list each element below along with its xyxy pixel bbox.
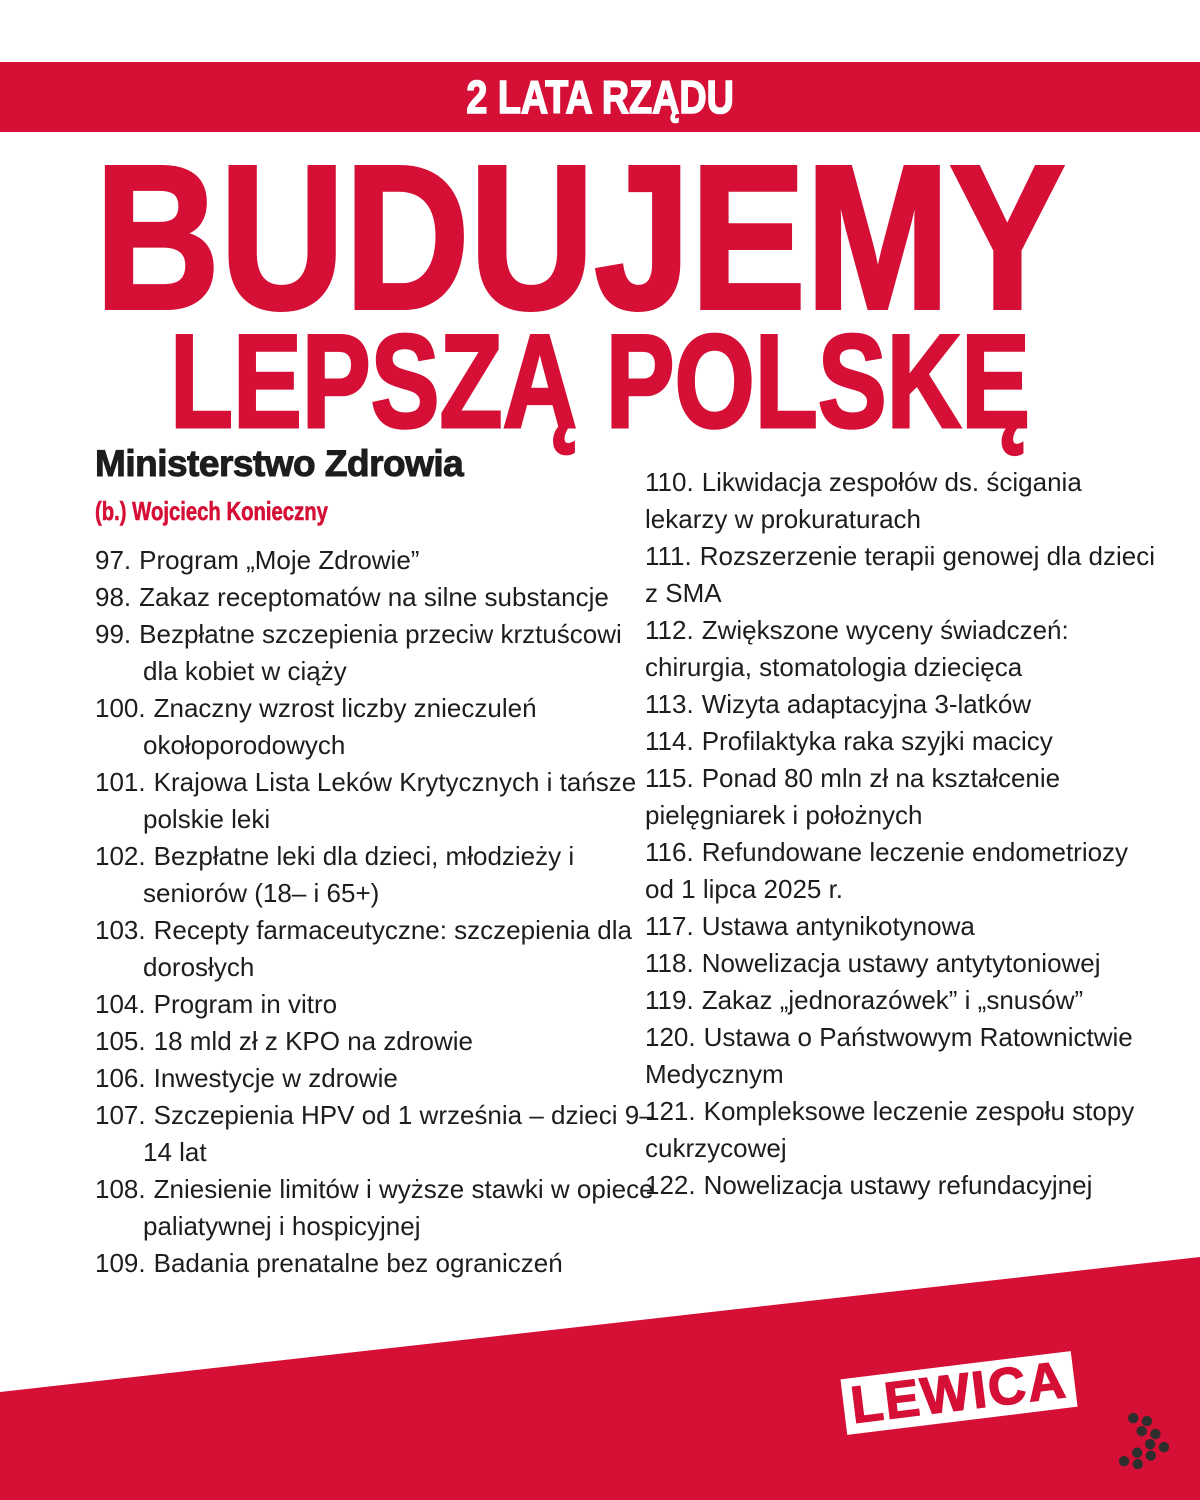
- banner-label: 2 LATA RZĄDU: [466, 71, 734, 123]
- item-text: Refundowane leczenie endometriozy od 1 lipca 2025 r.: [645, 837, 1129, 904]
- ministry-heading: Ministerstwo Zdrowia: [95, 443, 464, 484]
- item-text: Ustawa antynikotynowa: [701, 911, 975, 941]
- item-number: 107.: [95, 1100, 146, 1130]
- list-item: [645, 686, 1157, 723]
- list-item: [95, 1097, 655, 1171]
- list-item: [95, 690, 655, 764]
- item-text: Nowelizacja ustawy antytytoniowej: [701, 948, 1101, 978]
- list-item: [95, 542, 655, 579]
- list-item: [645, 612, 1157, 686]
- list-item: [645, 834, 1157, 908]
- top-banner: [0, 62, 1200, 132]
- list-item: [645, 982, 1157, 1019]
- list-item: [95, 1245, 655, 1282]
- item-text: Bezpłatne szczepienia przeciw krztuścowi dla kobiet w ciąży: [139, 619, 622, 686]
- item-text: Badania prenatalne bez ograniczeń: [153, 1248, 563, 1278]
- item-text: Wizyta adaptacyjna 3-latków: [701, 689, 1032, 719]
- item-number: 98.: [95, 582, 132, 612]
- list-item: [95, 1023, 655, 1060]
- list-item: [645, 1167, 1157, 1204]
- item-text: Zakaz receptomatów na silne substancje: [139, 582, 609, 612]
- list-item: [645, 760, 1157, 834]
- item-number: 117.: [645, 911, 694, 941]
- item-text: Bezpłatne leki dla dzieci, młodzieży i seniorów (18– i 65+): [143, 841, 575, 908]
- item-number: 115.: [645, 763, 694, 793]
- item-number: 122.: [645, 1170, 696, 1200]
- list-item: [95, 986, 655, 1023]
- lewica-logo-label: LEWICA: [847, 1350, 1071, 1436]
- item-number: 108.: [95, 1174, 146, 1204]
- list-item: [645, 945, 1157, 982]
- list-item: [645, 1093, 1157, 1167]
- item-text: Zniesienie limitów i wyższe stawki w opiece paliatywnej i hospicyjnej: [143, 1174, 654, 1241]
- item-text: Program in vitro: [153, 989, 338, 1019]
- item-text: Inwestycje w zdrowie: [153, 1063, 398, 1093]
- item-text: Likwidacja zespołów ds. ścigania lekarzy w prokuraturach: [645, 467, 1082, 534]
- item-number: 116.: [645, 837, 694, 867]
- item-text: Rozszerzenie terapii genowej dla dzieci z SMA: [645, 541, 1155, 608]
- item-number: 104.: [95, 989, 146, 1019]
- list-item: [645, 538, 1157, 612]
- list-item: [95, 1060, 655, 1097]
- item-number: 111.: [645, 541, 692, 571]
- item-number: 109.: [95, 1248, 146, 1278]
- item-text: Program „Moje Zdrowie”: [139, 545, 420, 575]
- item-text: 18 mld zł z KPO na zdrowie: [153, 1026, 473, 1056]
- achievements-list-left: [95, 542, 655, 1282]
- item-number: 112.: [645, 615, 694, 645]
- item-text: Nowelizacja ustawy refundacyjnej: [703, 1170, 1093, 1200]
- item-number: 102.: [95, 841, 146, 871]
- item-number: 110.: [645, 467, 694, 497]
- list-item: [645, 723, 1157, 760]
- poster-title: [0, 148, 1200, 468]
- item-text: Ponad 80 mln zł na kształcenie pielęgniarek i położnych: [645, 763, 1061, 830]
- item-number: 101.: [95, 767, 146, 797]
- item-text: Kompleksowe leczenie zespołu stopy cukrzycowej: [645, 1096, 1135, 1163]
- list-item: [645, 1019, 1157, 1093]
- item-number: 121.: [645, 1096, 696, 1126]
- item-number: 118.: [645, 948, 694, 978]
- item-text: Recepty farmaceutyczne: szczepienia dla dorosłych: [143, 915, 632, 982]
- list-item: [95, 1171, 655, 1245]
- list-item: [645, 464, 1157, 538]
- item-text: Zwiększone wyceny świadczeń: chirurgia, stomatologia dziecięca: [645, 615, 1069, 682]
- item-text: Profilaktyka raka szyjki macicy: [701, 726, 1053, 756]
- title-line-1: BUDUJEMY: [95, 148, 1065, 352]
- item-text: Znaczny wzrost liczby znieczuleń okołoporodowych: [143, 693, 537, 760]
- item-number: 97.: [95, 545, 132, 575]
- list-item: [95, 912, 655, 986]
- item-number: 114.: [645, 726, 694, 756]
- item-number: 120.: [645, 1022, 696, 1052]
- item-number: 105.: [95, 1026, 146, 1056]
- list-item: [95, 838, 655, 912]
- list-item: [95, 764, 655, 838]
- item-number: 100.: [95, 693, 146, 723]
- item-text: Krajowa Lista Leków Krytycznych i tańsze polskie leki: [143, 767, 637, 834]
- item-number: 99.: [95, 619, 132, 649]
- achievements-list-right: [645, 464, 1157, 1204]
- list-item: [645, 908, 1157, 945]
- item-text: Zakaz „jednorazówek” i „snusów”: [701, 985, 1084, 1015]
- item-number: 119.: [645, 985, 694, 1015]
- list-item: [95, 579, 655, 616]
- item-number: 106.: [95, 1063, 146, 1093]
- list-item: [95, 616, 655, 690]
- title-line-2: LEPSZĄ POLSKĘ: [170, 308, 1030, 456]
- minister-name: (b.) Wojciech Konieczny: [95, 496, 328, 526]
- item-text: Szczepienia HPV od 1 września – dzieci 9–14 lat: [143, 1100, 654, 1167]
- item-number: 103.: [95, 915, 146, 945]
- item-text: Ustawa o Państwowym Ratownictwie Medycznym: [645, 1022, 1133, 1089]
- item-number: 113.: [645, 689, 694, 719]
